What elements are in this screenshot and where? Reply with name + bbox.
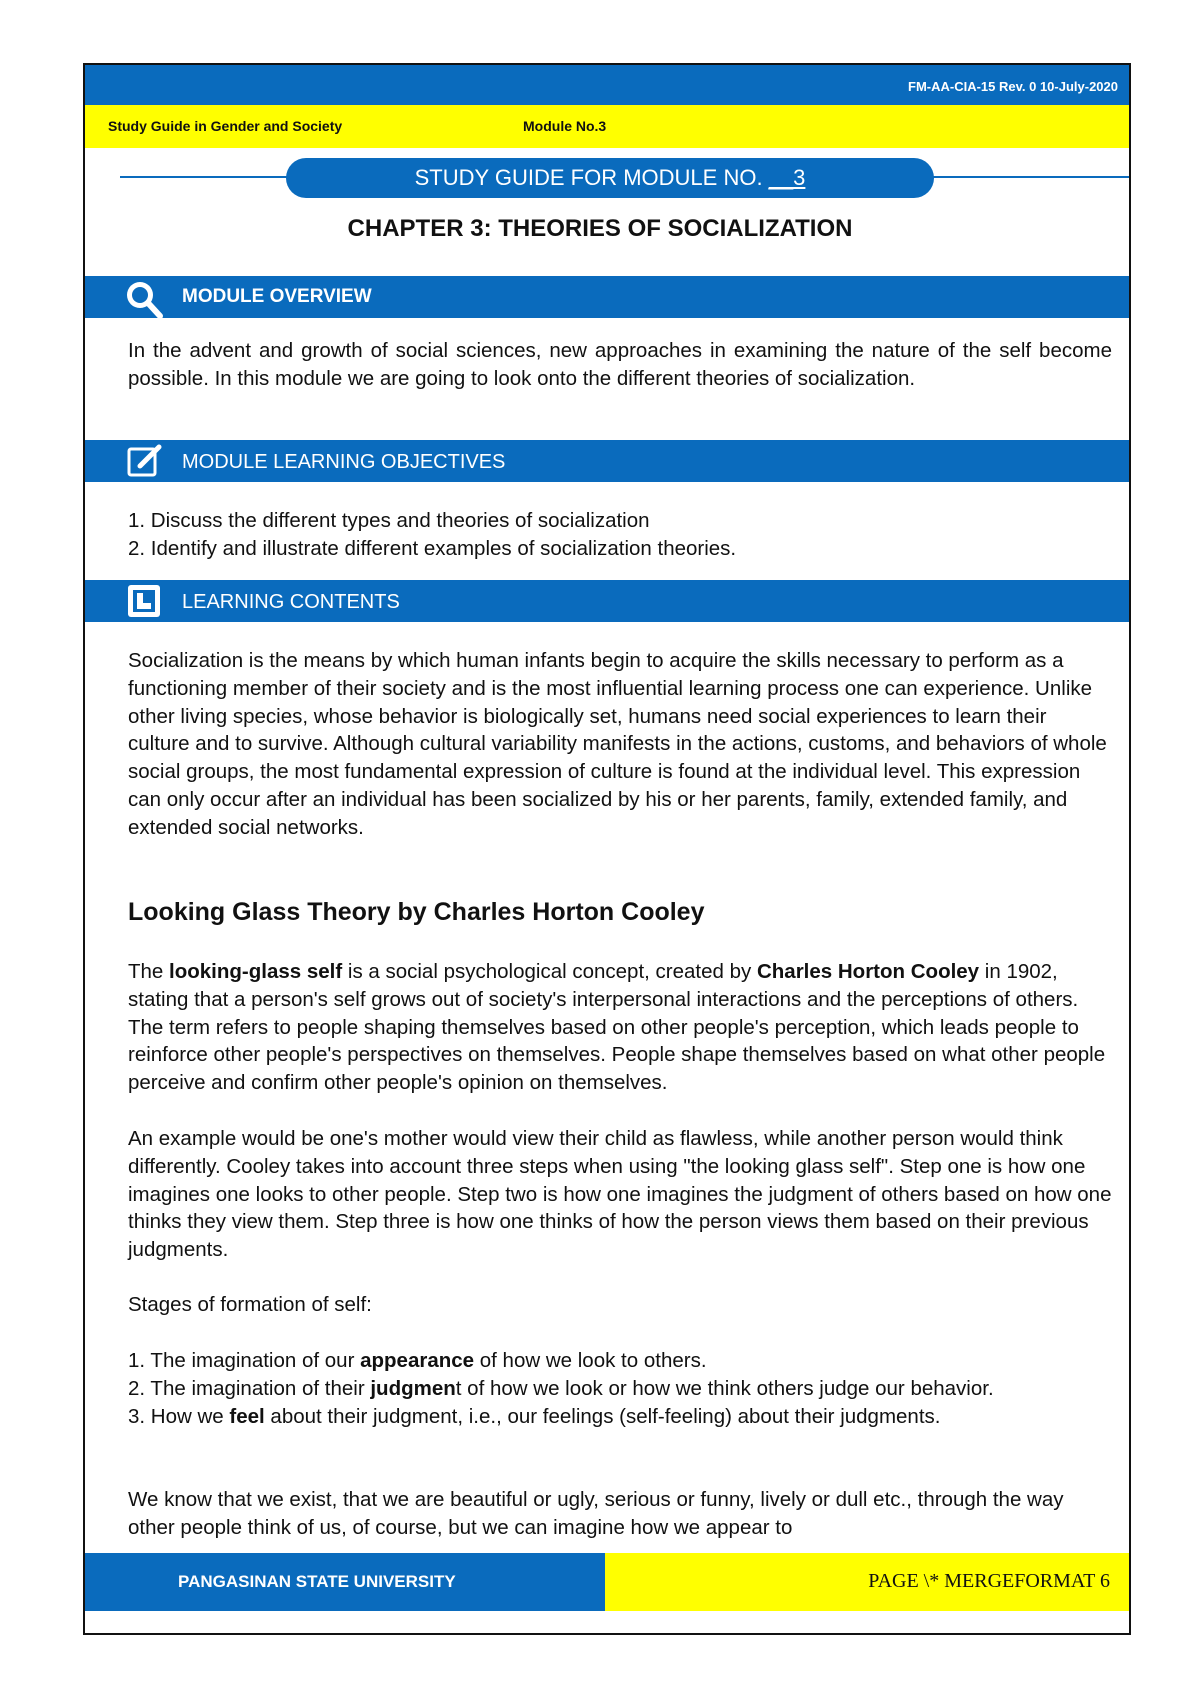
stage-item	[128, 1375, 1112, 1403]
p1-text: The	[128, 960, 170, 983]
chapter-title: CHAPTER 3: THEORIES OF SOCIALIZATION	[347, 215, 853, 242]
overview-heading: MODULE OVERVIEW	[182, 286, 372, 307]
objective-item: 2. Identify and illustrate different examples of socialization theories.	[128, 536, 737, 560]
study-guide-number: __3	[768, 165, 806, 190]
stage-text: 3. How we	[128, 1404, 230, 1428]
document-icon	[126, 583, 166, 623]
overview-text: In the advent and growth of social sciences, new approaches in examining the nature of the self become possible. In this module we are going to look onto the different theories of socialization.	[128, 339, 1112, 390]
magnifier-icon	[120, 276, 166, 322]
objectives-heading: MODULE LEARNING OBJECTIVES	[182, 451, 506, 473]
stage-text: t of how we look or how we think others judge our behavior.	[455, 1376, 994, 1400]
divider-left	[120, 176, 290, 178]
stages-list	[128, 1347, 1112, 1430]
study-guide-label: STUDY GUIDE FOR MODULE NO.	[414, 165, 769, 190]
stages-label: Stages of formation of self:	[128, 1293, 372, 1316]
stage-keyword: appearance	[360, 1349, 475, 1372]
page-number-field: PAGE \* MERGEFORMAT 6	[868, 1570, 1110, 1592]
stage-keyword: feel	[229, 1404, 265, 1428]
form-code: FM-AA-CIA-15 Rev. 0 10-July-2020	[908, 79, 1118, 94]
p1-text: in 1902, stating that a person's self grows out of society's interpersonal interactions and the perceptions of others. The term refers to people shaping themselves based on other people's perception, which leads people to reinforce other people's perspectives on themselves. People shape themselves based on what other people perceive and confirm other people's opinion on themselves.	[128, 960, 1106, 1095]
objective-item: 1. Discuss the different types and theories of socialization	[128, 509, 650, 532]
objectives-list	[128, 507, 1112, 563]
author-name: Charles Horton Cooley	[756, 960, 980, 983]
contents-heading: LEARNING CONTENTS	[182, 591, 400, 613]
stage-item	[128, 1403, 1112, 1431]
looking-glass-paragraph	[128, 958, 1112, 1097]
stage-text: of how we look to others.	[474, 1349, 707, 1372]
edit-icon	[126, 442, 166, 482]
stage-keyword: judgmen	[370, 1376, 456, 1400]
contents-intro: Socialization is the means by which human infants begin to acquire the skills necessary to perform as a functioning member of their society and is the most influential learning process one can experience. Unlike other living species, whose behavior is biologically set, humans need social experiences to learn their culture and to survive. Although cultural variability manifests in the actions, customs, and behaviors of whole social groups, the most fundamental expression of culture is found at the individual level. This expression can only occur after an individual has been socialized by his or her parents, family, extended family, and extended social networks.	[128, 649, 1107, 839]
divider-right	[930, 176, 1129, 178]
module-number: Module No.3	[523, 118, 607, 134]
stage-item	[128, 1347, 1112, 1375]
closing-paragraph: We know that we exist, that we are beautiful or ugly, serious or funny, lively or dull etc., through the way other people think of us, of course, but we can imagine how we appear to	[128, 1488, 1064, 1539]
stage-text: 1. The imagination of our	[128, 1349, 361, 1372]
stage-text: about their judgment, i.e., our feelings (self-feeling) about their judgments.	[264, 1404, 941, 1428]
p1-text: is a social psychological concept, created by	[342, 960, 757, 983]
guide-title: Study Guide in Gender and Society	[108, 118, 343, 134]
study-guide-banner	[286, 158, 934, 198]
term-looking-glass-self: looking-glass self	[169, 960, 343, 983]
stage-text: 2. The imagination of their	[128, 1376, 371, 1400]
example-paragraph: An example would be one's mother would view their child as flawless, while another person would think differently. Cooley takes into account three steps when using "the looking glass self". Step one is how one imagines one looks to other people. Step two is how one imagines the judgment of others based on how one thinks they view them. Step three is how one thinks of how the person views them based on their previous judgments.	[128, 1127, 1112, 1262]
section-title: Looking Glass Theory by Charles Horton Cooley	[128, 898, 705, 926]
university-name: PANGASINAN STATE UNIVERSITY	[178, 1572, 456, 1591]
